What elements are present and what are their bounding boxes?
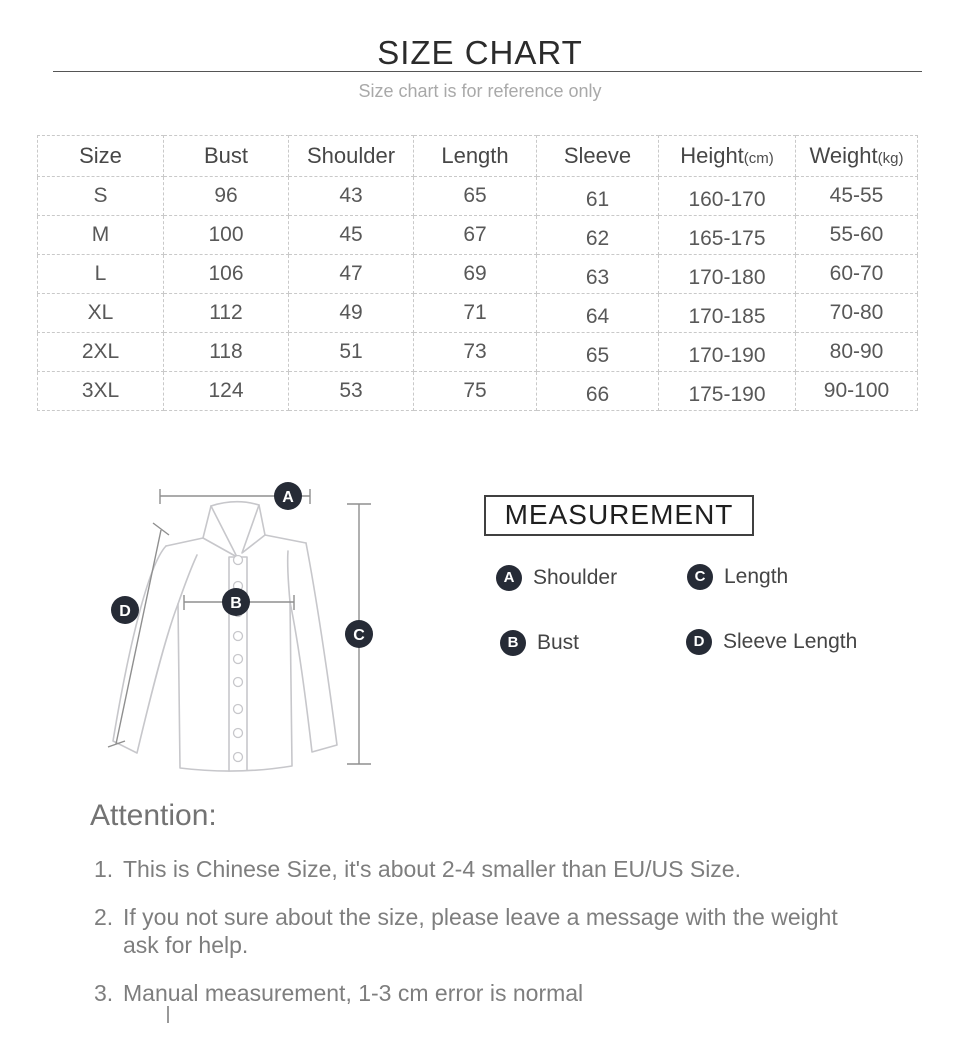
table-cell: 73	[414, 333, 537, 372]
table-cell: 100	[164, 216, 289, 255]
col-header-weight: Weight(kg)	[796, 136, 918, 177]
legend-item-sleeve-length	[686, 629, 857, 655]
table-cell: 3XL	[38, 372, 164, 411]
table-cell: 66	[537, 372, 659, 411]
marker-c-badge	[345, 620, 373, 648]
height-unit: (cm)	[743, 150, 774, 167]
table-cell: M	[38, 216, 164, 255]
table-cell: 165-175	[659, 216, 796, 255]
weight-unit: (kg)	[877, 150, 904, 167]
table-cell: 70-80	[796, 294, 918, 333]
shirt-buttons	[234, 556, 243, 762]
table-cell: 55-60	[796, 216, 918, 255]
marker-d-badge	[111, 596, 139, 624]
legend-c-badge: C	[687, 564, 713, 590]
table-cell: 170-185	[659, 294, 796, 333]
table-cell: 63	[537, 255, 659, 294]
title-divider	[53, 71, 922, 72]
col-header-shoulder: Shoulder	[289, 136, 414, 177]
table-cell: L	[38, 255, 164, 294]
table-cell: 53	[289, 372, 414, 411]
legend-item-length	[687, 564, 788, 590]
table-cell: 96	[164, 177, 289, 216]
legend-item-bust	[500, 630, 579, 656]
col-header-sleeve: Sleeve	[537, 136, 659, 177]
legend-label: Bust	[537, 631, 580, 654]
legend-d-badge: D	[686, 629, 712, 655]
table-cell: 71	[414, 294, 537, 333]
col-header-size: Size	[38, 136, 164, 177]
legend-label: Shoulder	[533, 566, 618, 589]
table-cell: 69	[414, 255, 537, 294]
table-cell: 61	[537, 177, 659, 216]
legend-item-shoulder	[496, 565, 617, 591]
table-cell: 160-170	[659, 177, 796, 216]
svg-text:A: A	[282, 489, 294, 506]
table-cell: 124	[164, 372, 289, 411]
table-cell: 118	[164, 333, 289, 372]
marker-b-badge	[222, 588, 250, 616]
table-cell: 90-100	[796, 372, 918, 411]
svg-text:B: B	[230, 595, 242, 612]
table-cell: XL	[38, 294, 164, 333]
table-row	[38, 177, 918, 216]
table-cell: 67	[414, 216, 537, 255]
table-cell: 60-70	[796, 255, 918, 294]
table-header-row	[38, 136, 918, 177]
table-cell: 175-190	[659, 372, 796, 411]
attention-note-1: 1. This is Chinese Size, it's about 2-4 smaller than EU/US Size.	[94, 856, 741, 882]
text-cursor-artifact	[167, 1006, 169, 1023]
table-row	[38, 216, 918, 255]
table-row	[38, 255, 918, 294]
table-cell: 51	[289, 333, 414, 372]
table-cell: 64	[537, 294, 659, 333]
table-cell: 62	[537, 216, 659, 255]
table-cell: 80-90	[796, 333, 918, 372]
legend-b-badge: B	[500, 630, 526, 656]
table-cell: 170-180	[659, 255, 796, 294]
table-row	[38, 372, 918, 411]
table-cell: 2XL	[38, 333, 164, 372]
table-cell: 49	[289, 294, 414, 333]
table-cell: 75	[414, 372, 537, 411]
table-cell: 65	[537, 333, 659, 372]
table-row	[38, 333, 918, 372]
table-row	[38, 294, 918, 333]
table-cell: 170-190	[659, 333, 796, 372]
page-subtitle: Size chart is for reference only	[358, 81, 602, 101]
table-cell: 47	[289, 255, 414, 294]
table-cell: S	[38, 177, 164, 216]
col-header-length: Length	[414, 136, 537, 177]
shirt-diagram	[100, 480, 380, 780]
legend-label: Sleeve Length	[723, 630, 858, 653]
table-cell: 45	[289, 216, 414, 255]
attention-notes	[94, 855, 876, 1027]
table-cell: 65	[414, 177, 537, 216]
attention-note-3: 3. Manual measurement, 1-3 cm error is normal	[94, 980, 584, 1006]
shirt-outline	[113, 502, 337, 771]
size-table	[37, 135, 918, 411]
measure-lines	[108, 489, 371, 764]
legend-label: Length	[724, 565, 789, 588]
col-header-height: Height(cm)	[659, 136, 796, 177]
table-cell: 45-55	[796, 177, 918, 216]
legend-a-badge: A	[496, 565, 522, 591]
table-cell: 43	[289, 177, 414, 216]
marker-a-badge	[274, 482, 302, 510]
svg-text:C: C	[353, 627, 365, 644]
col-header-bust: Bust	[164, 136, 289, 177]
svg-text:D: D	[119, 603, 131, 620]
measurement-title: MEASUREMENT	[484, 495, 754, 536]
attention-heading: Attention:	[90, 799, 217, 832]
table-cell: 106	[164, 255, 289, 294]
page-title: SIZE CHART	[377, 34, 583, 71]
table-cell: 112	[164, 294, 289, 333]
attention-note-2: 2. If you not sure about the size, please leave a message with the weight ask for help.	[94, 904, 838, 958]
